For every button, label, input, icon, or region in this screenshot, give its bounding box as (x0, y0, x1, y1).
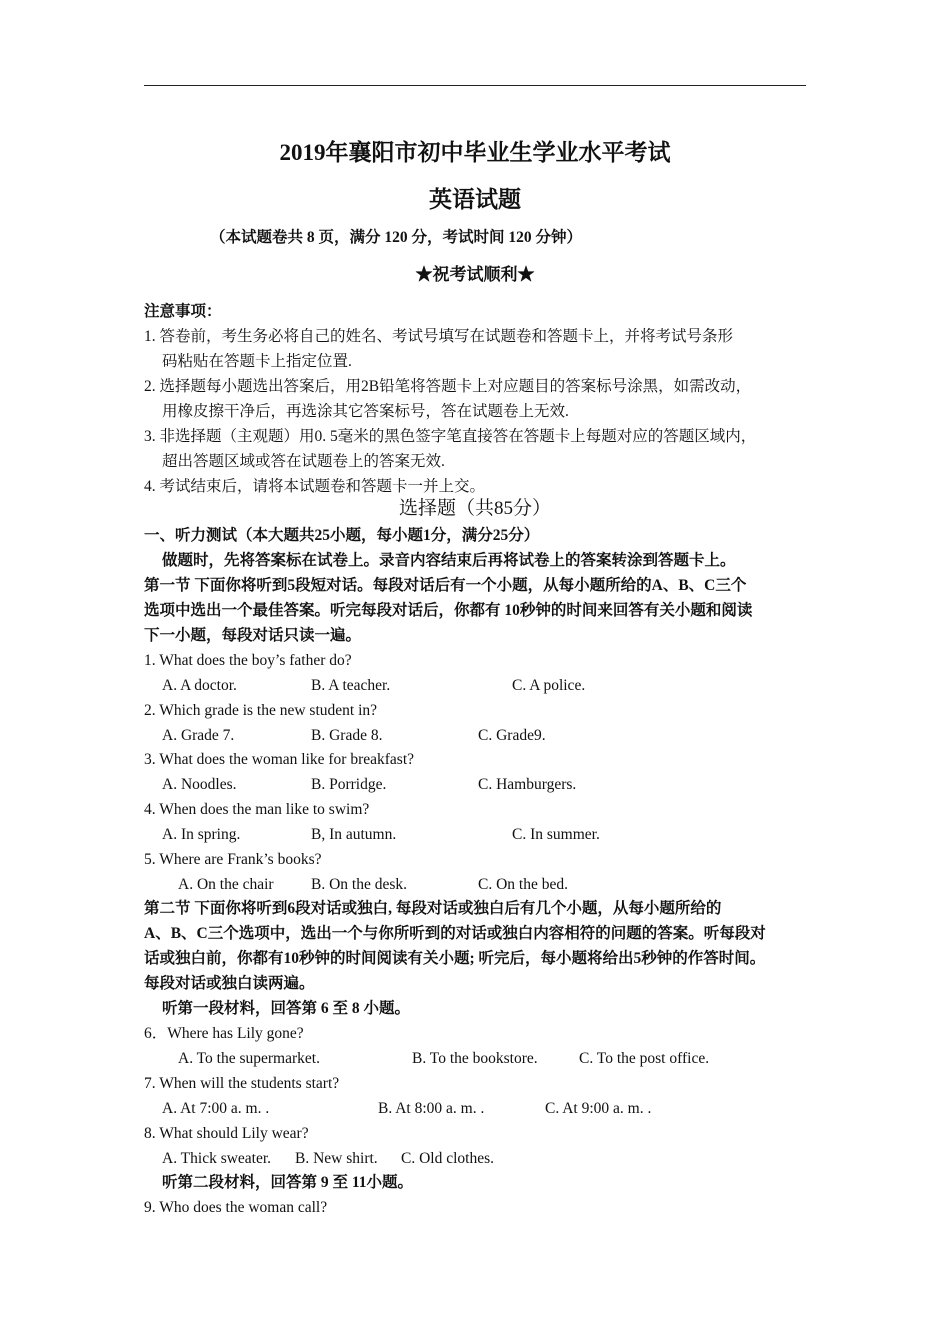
option-c: C. To the post office. (579, 1050, 710, 1067)
section1-instruction: 下一小题，每段对话只读一遍。 (144, 627, 362, 644)
option-b: B. Grade 8. (311, 727, 383, 744)
section1-instruction: 选项中选出一个最佳答案。听完每段对话后，你都有 10秒钟的时间来回答有关小题和阅读 (144, 602, 753, 619)
section2-instruction: 话或独白前，你都有10秒钟的时间阅读有关小题; 听完后，每小题将给出5秒钟的作答时间。 (144, 950, 766, 967)
option-a: A. In spring. (162, 826, 241, 843)
notice-line: 3. 非选择题（主观题）用0. 5毫米的黑色签字笔直接答在答题卡上每题对应的答题区域内， (144, 428, 757, 445)
part1-instruction: 做题时，先将答案标在试卷上。录音内容结束后再将试卷上的答案转涂到答题卡上。 (162, 552, 736, 569)
option-a: A. At 7:00 a. m. . (162, 1100, 270, 1117)
notice-line: 1. 答卷前，考生务必将自己的姓名、考试号填写在试题卷和答题卡上，并将考试号条形 (144, 328, 734, 345)
exam-title: 2019年襄阳市初中毕业生学业水平考试 (279, 140, 671, 165)
question-9: 9. Who does the woman call? (144, 1199, 328, 1216)
option-c: C. In summer. (512, 826, 600, 843)
option-a: A. A doctor. (162, 677, 237, 694)
option-b: B, In autumn. (311, 826, 397, 843)
section1-instruction: 第一节 下面你将听到5段短对话。每段对话后有一个小题，从每小题所给的A、B、C三个 (144, 577, 747, 594)
notice-line: 用橡皮擦干净后，再选涂其它答案标号，答在试题卷上无效. (162, 403, 569, 420)
question-1: 1. What does the boy’s father do? (144, 652, 352, 669)
option-b: B. A teacher. (311, 677, 391, 694)
option-a: A. Grade 7. (162, 727, 235, 744)
notice-heading: 注意事项： (144, 303, 222, 320)
option-a: A. On the chair (178, 876, 274, 893)
question-5: 5. Where are Frank’s books? (144, 851, 322, 868)
section2-instruction: 每段对话或独白读两遍。 (144, 975, 315, 992)
material-2-heading: 听第二段材料，回答第 9 至 11小题。 (162, 1174, 414, 1191)
question-8: 8. What should Lily wear? (144, 1125, 309, 1142)
option-b: B. At 8:00 a. m. . (378, 1100, 485, 1117)
question-6: 6．Where has Lily gone? (144, 1025, 304, 1042)
question-2: 2. Which grade is the new student in? (144, 702, 378, 719)
option-a: A. To the supermarket. (178, 1050, 320, 1067)
header-rule (144, 85, 806, 86)
option-c: C. Hamburgers. (478, 776, 577, 793)
option-b: B. To the bookstore. (412, 1050, 538, 1067)
notice-line: 超出答题区域或答在试题卷上的答案无效. (162, 453, 445, 470)
question-7: 7. When will the students start? (144, 1075, 340, 1092)
option-c: C. At 9:00 a. m. . (545, 1100, 652, 1117)
option-b: B. New shirt. (295, 1150, 378, 1167)
option-b: B. Porridge. (311, 776, 387, 793)
option-b: B. On the desk. (311, 876, 408, 893)
notice-line: 4. 考试结束后，请将本试题卷和答题卡一并上交。 (144, 478, 486, 495)
section2-instruction: A、B、C三个选项中，选出一个与你所听到的对话或独白内容相符的问题的答案。听每段对 (144, 925, 766, 942)
section-title: 选择题（共85分） (398, 498, 551, 519)
material-1-heading: 听第一段材料，回答第 6 至 8 小题。 (162, 1000, 411, 1017)
option-a: A. Noodles. (162, 776, 237, 793)
option-a: A. Thick sweater. (162, 1150, 272, 1167)
good-luck-line: ★祝考试顺利★ (415, 265, 535, 284)
notice-line: 码粘贴在答题卡上指定位置. (162, 353, 352, 370)
option-c: C. Old clothes. (401, 1150, 494, 1167)
option-c: C. A police. (512, 677, 586, 694)
question-3: 3. What does the woman like for breakfast? (144, 751, 415, 768)
notice-line: 2. 选择题每小题选出答案后，用2B铅笔将答题卡上对应题目的答案标号涂黑，如需改动， (144, 378, 752, 395)
question-4: 4. When does the man like to swim? (144, 801, 370, 818)
part1-heading: 一、听力测试（本大题共25小题，每小题1分，满分25分） (144, 527, 540, 544)
subject-title: 英语试题 (429, 187, 521, 212)
option-c: C. Grade9. (478, 727, 546, 744)
section2-instruction: 第二节 下面你将听到6段对话或独白, 每段对话或独白后有几个小题，从每小题所给的 (144, 900, 722, 917)
option-c: C. On the bed. (478, 876, 568, 893)
exam-info: （本试题卷共 8 页，满分 120 分，考试时间 120 分钟） (210, 229, 583, 246)
